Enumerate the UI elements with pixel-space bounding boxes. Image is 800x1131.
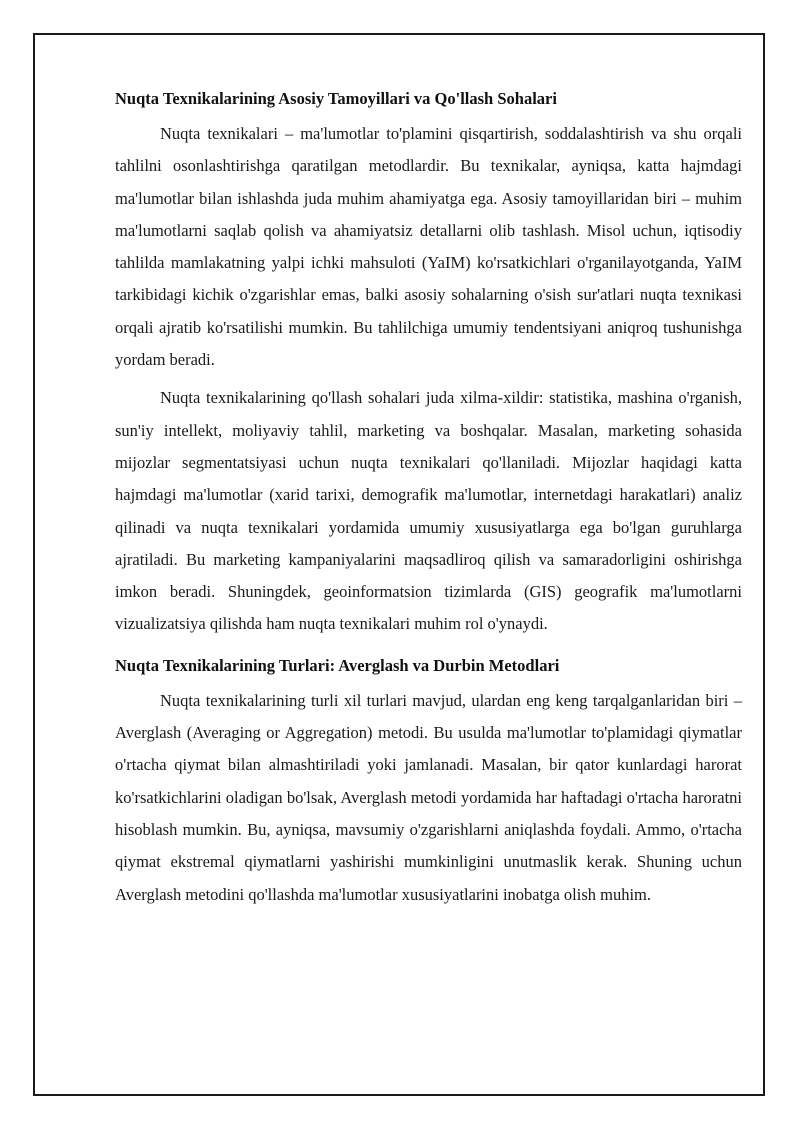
paragraph-averaging-method: Nuqta texnikalarining turli xil turlari mavjud, ulardan eng keng tarqalganlaridan biri – Averglash (Averaging or Aggregation) metodi. Bu usulda ma'lumotlar to'plamidagi qiymatlar o'rtacha qiymat bilan almashtiriladi yoki jamlanadi. Masalan, bir qator kunlardagi harorat ko'rsatkichlarini oladigan bo'lsak, Averglash metodi yordamida har haftadagi o'rtacha haroratni hisoblash mumkin. Bu, ayniqsa, mavsumiy o'zgarishlarni aniqlashda foydali. Ammo, o'rtacha qiymat ekstremal qiymatlarni yashirishi mumkinligini unutmaslik kerak. Shuning uchun Averglash metodini qo'llashda ma'lumotlar xususiyatlarini inobatga olish muhim.: [115, 690, 742, 904]
paragraph-application-areas: Nuqta texnikalarining qo'llash sohalari juda xilma-xildir: statistika, mashina o'rganish, sun'iy intellekt, moliyaviy tahlil, marketing va boshqalar. Masalan, marketing sohasida mijozlar segmentatsiyasi uchun nuqta texnikalari qo'llaniladi. Mijozlar haqidagi katta hajmdagi ma'lumotlar (xarid tarixi, demografik ma'lumotlar, internetdagi harakatlari) analiz qilinadi va nuqta texnikalari yordamida umumiy xususiyatlarga ega bo'lgan guruhlarga ajratiladi. Bu marketing kampaniyalarini maqsadliroq qilish va samaradorligini oshirishga imkon beradi. Shuningdek, geoinformatsion tizimlarda (GIS) geografik ma'lumotlarni vizualizatsiya qilishda ham nuqta texnikalari muhim rol o'ynaydi.: [115, 388, 742, 634]
section-heading-types: Nuqta Texnikalarining Turlari: Averglash va Durbin Metodlari: [115, 655, 560, 675]
section-heading-principles: Nuqta Texnikalarining Asosiy Tamoyillari va Qo'llash Sohalari: [115, 89, 557, 108]
paragraph-definition: Nuqta texnikalari – ma'lumotlar to'plamini qisqartirish, soddalashtirish va shu orqali tahlilni osonlashtirishga qaratilgan metodlardir. Bu texnikalar, ayniqsa, katta hajmdagi ma'lumotlar bilan ishlashda juda muhim ahamiyatga ega. Asosiy tamoyillaridan biri – muhim ma'lumotlarni saqlab qolish va ahamiyatsiz detallarni olib tashlash. Misol uchun, iqtisodiy tahlilda mamlakatning yalpi ichki mahsuloti (YaIM) ko'rsatkichlari o'rganilayotganda, YaIM tarkibidagi kichik o'zgarishlar emas, balki asosiy sohalarning o'sish sur'atlari nuqta texnikasi orqali ajratib ko'rsatilishi mumkin. Bu tahlilchiga umumiy tendentsiyani aniqroq tushunishga yordam beradi.: [115, 124, 742, 370]
document-body: [115, 86, 742, 911]
